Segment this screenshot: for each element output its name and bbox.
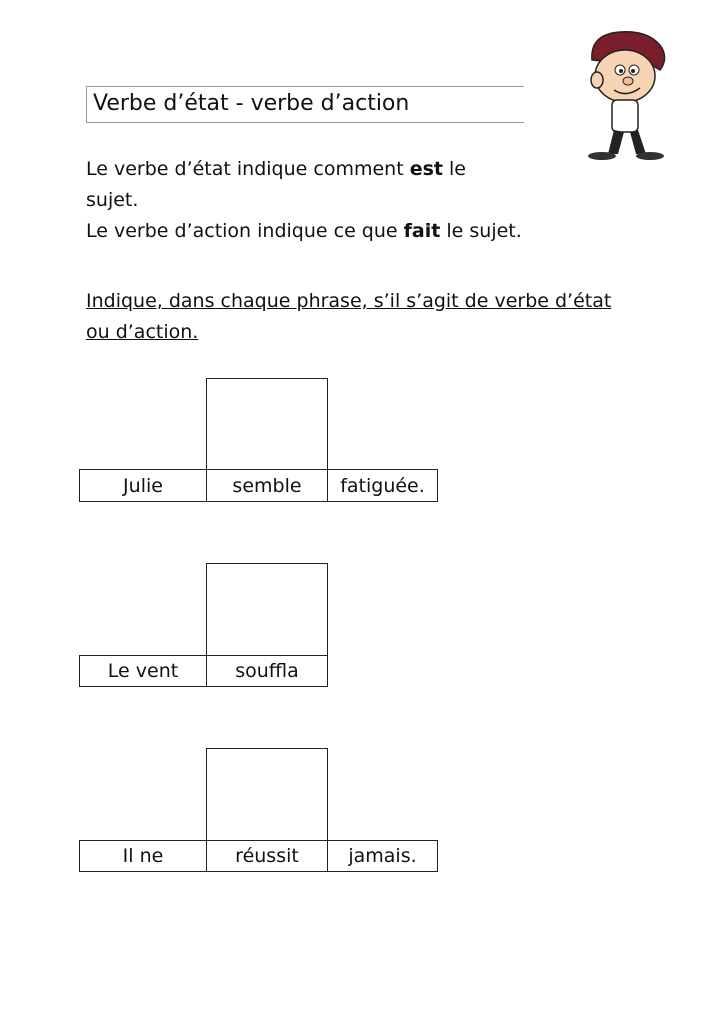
definition-action-text-end: le sujet. (440, 220, 522, 242)
page-title: Verbe d’état - verbe d’action (93, 91, 410, 116)
answer-box-2[interactable] (206, 563, 328, 656)
definition-state-line (86, 158, 466, 180)
keyword-fait: fait (403, 220, 441, 242)
definition-state-text: Le verbe d’état indique comment (86, 158, 410, 180)
exercise-3-word-3: jamais. (327, 840, 438, 872)
definition-action-text: Le verbe d’action indique ce que (86, 220, 404, 242)
exercise-3-word-1: Il ne (79, 840, 207, 872)
exercise-2-verb: souffla (206, 655, 328, 687)
definition-state-line-2: sujet. (86, 189, 139, 211)
keyword-est: est (409, 158, 443, 180)
exercise-1-word-3: fatiguée. (327, 469, 438, 502)
instruction-line-2: ou d’action. (86, 321, 199, 343)
answer-box-1[interactable] (206, 378, 328, 470)
instruction-line-1: Indique, dans chaque phrase, s’il s’agit de verbe d’état (86, 290, 612, 312)
title-box (86, 86, 524, 123)
definition-action-line (86, 220, 522, 242)
definition-state-text-end: le (442, 158, 466, 180)
exercise-1-word-1: Julie (79, 469, 207, 502)
boy-mascot-icon (570, 26, 680, 166)
exercise-3-verb: réussit (206, 840, 328, 872)
exercise-2-word-1: Le vent (79, 655, 207, 687)
answer-box-3[interactable] (206, 748, 328, 841)
exercise-1-verb: semble (206, 469, 328, 502)
